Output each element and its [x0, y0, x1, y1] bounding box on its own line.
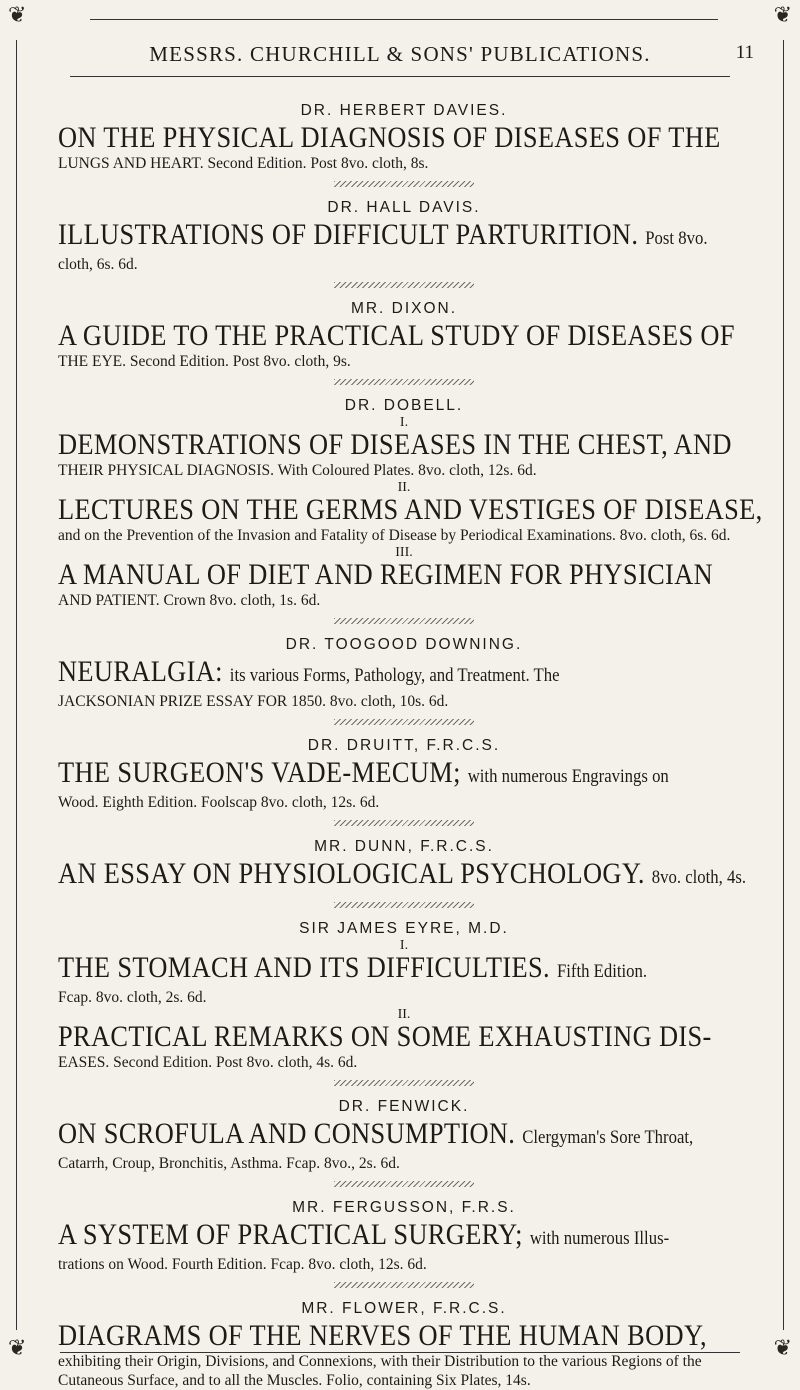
work-title-text: THE SURGEON'S VADE-MECUM;: [58, 756, 461, 789]
work-detail: Catarrh, Croup, Bronchitis, Asthma. Fcap. 8vo., 2s. 6d.: [58, 1155, 400, 1172]
author-name: MR. FERGUSSON, F.R.S.: [292, 1199, 516, 1216]
separator-flourish: [334, 181, 474, 187]
work-title: [58, 218, 708, 255]
work-title: [58, 558, 714, 591]
work-title: [58, 121, 721, 154]
author-entry: [58, 920, 750, 1086]
work-title-text: AN ESSAY ON PHYSIOLOGICAL PSYCHOLOGY.: [58, 857, 645, 890]
header-rule: [70, 76, 730, 77]
work-detail: and on the Prevention of the Invasion and Fatality of Disease by Periodical Examinations. 8vo. cloth, 6s. 6d.: [58, 527, 731, 544]
ornament-icon: ❦: [8, 2, 27, 27]
work-title-text: LECTURES ON THE GERMS AND VESTIGES OF DISEASE,: [58, 493, 763, 526]
work-title-text: ILLUSTRATIONS OF DIFFICULT PARTURITION.: [58, 218, 639, 251]
work-detail: Wood. Eighth Edition. Foolscap 8vo. cloth, 12s. 6d.: [58, 794, 380, 811]
work-title-text: THE STOMACH AND ITS DIFFICULTIES.: [58, 951, 551, 984]
author-name: MR. DIXON.: [350, 300, 458, 317]
work-title-text: DEMONSTRATIONS OF DISEASES IN THE CHEST, AND: [58, 428, 732, 461]
ornament-icon: ❦: [773, 1335, 792, 1360]
work-detail: exhibiting their Origin, Divisions, and Connexions, with their Distribution to the various Regions of the Cutaneous Surface, and to all the Muscles. Folio, containing Six Plates, 14s.: [58, 1353, 702, 1389]
author-entry: [58, 300, 750, 385]
ornament-icon: ❦: [8, 1335, 27, 1360]
author-entry: [58, 1199, 750, 1288]
work-detail: trations on Wood. Fourth Edition. Fcap. 8vo. cloth, 12s. 6d.: [58, 1256, 427, 1273]
author-entry: [58, 1098, 750, 1187]
work-title: [58, 493, 763, 526]
separator-flourish: [334, 902, 474, 908]
author-name: DR. TOOGOOD DOWNING.: [285, 636, 523, 653]
work-detail: LUNGS AND HEART. Second Edition. Post 8vo. cloth, 8s.: [58, 155, 429, 172]
work-numeral: I.: [399, 938, 409, 953]
work-title: [58, 319, 735, 352]
right-border: [783, 40, 784, 1330]
work-title-tail: with numerous Engravings on: [467, 766, 669, 787]
work-title-tail: Fifth Edition.: [556, 961, 648, 982]
work-title-tail: its various Forms, Pathology, and Treatment. The: [229, 665, 560, 686]
work-title: [58, 1218, 670, 1255]
work-detail: cloth, 6s. 6d.: [58, 256, 138, 273]
author-entry: [58, 397, 763, 624]
work-title-text: A SYSTEM OF PRACTICAL SURGERY;: [58, 1218, 523, 1251]
separator-flourish: [334, 282, 474, 288]
author-name: DR. DOBELL.: [344, 397, 464, 414]
work-detail: EASES. Second Edition. Post 8vo. cloth, 4s. 6d.: [58, 1054, 358, 1071]
work-title-text: DIAGRAMS OF THE NERVES OF THE HUMAN BODY,: [58, 1319, 707, 1352]
page-number: 11: [735, 42, 754, 63]
work-title-text: A MANUAL OF DIET AND REGIMEN FOR PHYSICIAN: [58, 558, 714, 591]
work-numeral: I.: [399, 415, 409, 430]
separator-flourish: [334, 719, 474, 725]
work-title-text: ON THE PHYSICAL DIAGNOSIS OF DISEASES OF THE: [58, 121, 721, 154]
author-entry: [58, 199, 750, 288]
work-title-tail: Clergyman's Sore Throat,: [522, 1127, 694, 1148]
work-title-tail: 8vo. cloth, 4s.: [651, 867, 747, 888]
author-name: DR. DRUITT, F.R.C.S.: [307, 737, 501, 754]
running-header: MESSRS. CHURCHILL & SONS' PUBLICATIONS.: [149, 42, 651, 66]
work-detail: AND PATIENT. Crown 8vo. cloth, 1s. 6d.: [58, 592, 321, 609]
work-title: [58, 1319, 707, 1352]
author-entry: [58, 636, 750, 725]
separator-flourish: [334, 1080, 474, 1086]
work-title: [58, 656, 667, 692]
author-name: DR. FENWICK.: [338, 1098, 470, 1115]
separator-flourish: [334, 1282, 474, 1288]
author-entry: [58, 102, 750, 187]
top-border: [30, 10, 778, 28]
work-title-text: ON SCROFULA AND CONSUMPTION.: [58, 1117, 516, 1150]
work-title: [58, 1020, 712, 1053]
work-title-text: PRACTICAL REMARKS ON SOME EXHAUSTING DIS-: [58, 1020, 712, 1053]
ornament-icon: ❦: [773, 2, 792, 27]
work-title: [58, 857, 747, 894]
work-title: [58, 428, 732, 461]
work-numeral: II.: [397, 480, 411, 495]
author-name: MR. FLOWER, F.R.C.S.: [301, 1300, 507, 1317]
separator-flourish: [334, 820, 474, 826]
work-title: [58, 1117, 694, 1154]
work-numeral: II.: [397, 1007, 411, 1022]
work-detail: Fcap. 8vo. cloth, 2s. 6d.: [58, 989, 207, 1006]
work-detail: THE EYE. Second Edition. Post 8vo. cloth, 9s.: [58, 353, 351, 370]
author-name: MR. DUNN, F.R.C.S.: [314, 838, 494, 855]
work-title: [58, 952, 667, 988]
author-name: DR. HERBERT DAVIES.: [300, 102, 508, 119]
work-detail: JACKSONIAN PRIZE ESSAY FOR 1850. 8vo. cloth, 10s. 6d.: [58, 693, 449, 710]
work-title-tail: with numerous Illus-: [529, 1228, 670, 1249]
work-title: [58, 757, 667, 793]
author-entry: [58, 838, 750, 908]
work-title-text: NEURALGIA:: [58, 655, 223, 688]
author-name: DR. HALL DAVIS.: [327, 199, 481, 216]
work-detail: THEIR PHYSICAL DIAGNOSIS. With Coloured Plates. 8vo. cloth, 12s. 6d.: [58, 462, 537, 479]
author-entry: [58, 737, 750, 826]
left-border: [16, 40, 17, 1330]
work-title-tail: Post 8vo.: [645, 228, 708, 249]
work-numeral: III.: [395, 545, 413, 560]
author-entry: [58, 1300, 750, 1390]
publication-list: [58, 102, 763, 1390]
separator-flourish: [334, 1181, 474, 1187]
work-title-text: A GUIDE TO THE PRACTICAL STUDY OF DISEASES OF: [58, 319, 735, 352]
separator-flourish: [334, 618, 474, 624]
separator-flourish: [334, 379, 474, 385]
author-name: SIR JAMES EYRE, M.D.: [299, 920, 509, 937]
